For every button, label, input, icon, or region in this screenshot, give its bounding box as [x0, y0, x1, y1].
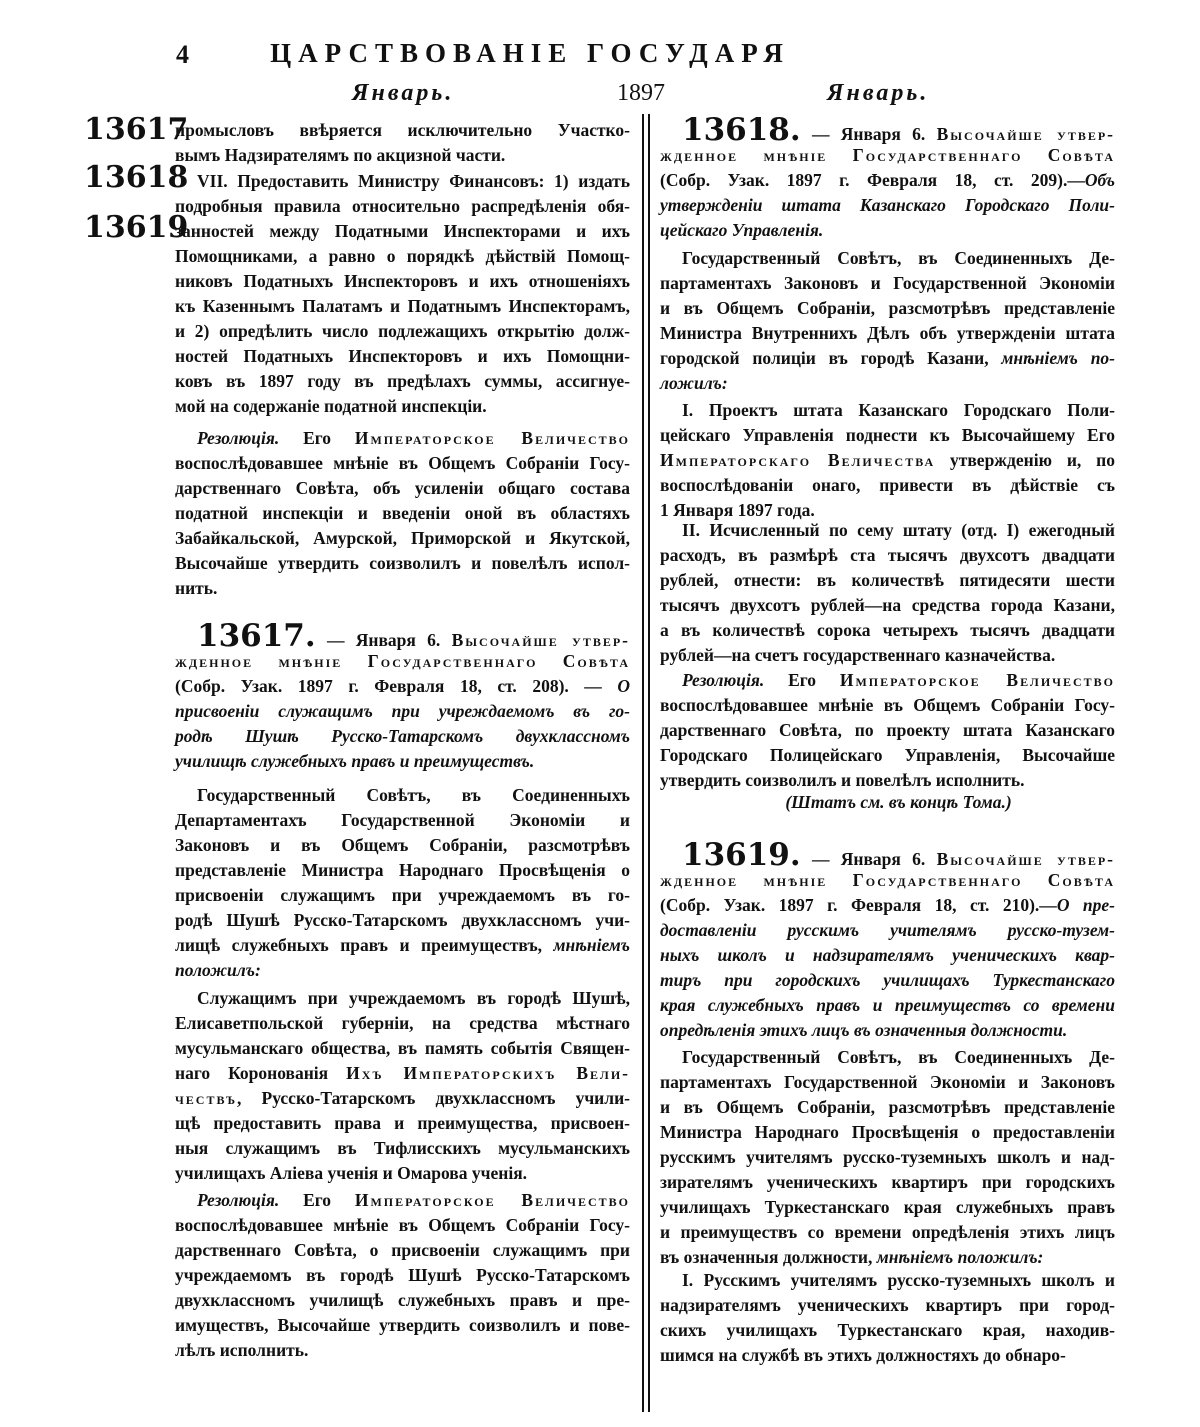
italic-text: Резолюція. [682, 670, 765, 690]
text-line: податной инспекціи и введеніи оной въ областяхъ [175, 503, 630, 523]
italic-text: ложилъ: [660, 373, 728, 393]
text-line: и преимуществъ со времени опредѣленія этихъ лицъ [660, 1222, 1115, 1242]
text-line [660, 218, 1115, 243]
text-line: училищахъ Аліева ученія и Омарова ученія. [175, 1163, 528, 1183]
text-line [660, 790, 1115, 815]
text-line: ностей Податныхъ Инспекторовъ и ихъ Помощни- [175, 346, 630, 366]
spaced-caps-text: Императорское Величество [354, 428, 631, 448]
text-line: Департаментахъ Государственной Экономіи и [175, 810, 630, 830]
text-line [660, 371, 1115, 396]
text-line: Служащимъ при учреждаемомъ въ городѣ Шушѣ, [197, 988, 630, 1008]
text-line: Государственный Совѣтъ, въ Соединенныхъ [197, 785, 630, 805]
text-line: Помощниками, а равно о порядкѣ дѣйствій Помощ- [175, 246, 630, 266]
text-line: рублей—на счетъ государственнаго казначейства. [660, 645, 1056, 665]
text-run: — Января 6. [315, 630, 452, 650]
text-line [175, 649, 630, 674]
text-line: занностей между Податными Инспекторами и ихъ [175, 221, 630, 241]
text-line [175, 1188, 630, 1213]
italic-text: цейскаго Управленія. [660, 220, 824, 240]
text-line: лѣлъ исполнить. [175, 1340, 309, 1360]
italic-text: края служебныхъ правъ и преимуществъ со времени [660, 995, 1115, 1015]
text-line: подробныя правила относительно распредѣленія обя- [175, 196, 630, 216]
text-line: Государственный Совѣтъ, въ Соединенныхъ Де- [682, 248, 1115, 268]
text-line: воспослѣдовавшее мнѣніе въ Общемъ Собраніи Госу- [660, 695, 1115, 715]
text-line [660, 918, 1115, 943]
italic-text: (Штатъ см. въ концѣ Тома.) [785, 792, 1012, 812]
text-line: русскимъ учителямъ русско-туземныхъ школъ и над- [660, 1147, 1115, 1167]
text-line: рублей, отнести: въ количествѣ пятидесяти шести [660, 570, 1115, 590]
text-line: скихъ училищахъ Туркестанскаго края, находив- [660, 1320, 1115, 1340]
text-line: присвоеніи служащимъ при учреждаемомъ въ го- [175, 885, 630, 905]
text-line: и 2) опредѣлить число подлежащихъ открытію долж- [175, 321, 630, 341]
text-line: VII. Предоставить Министру Финансовъ: 1) издать [197, 171, 630, 191]
italic-text: мнѣніемъ положилъ: [876, 1247, 1044, 1267]
spaced-caps-text: жденное мнѣніе Государственнаго Совѣта [660, 870, 1115, 890]
text-line [660, 168, 1115, 193]
text-line: воспослѣдовавшее мнѣніе въ Общемъ Собраніи Госу- [175, 453, 630, 473]
spaced-caps-text: Высочайше утвер- [451, 630, 631, 650]
page-number: 4 [176, 40, 189, 69]
text-line [660, 837, 1116, 873]
text-line [175, 958, 630, 983]
text-run: , Русско-Татарскомъ двухклассномъ учили- [237, 1088, 630, 1108]
spaced-caps-text: жденное мнѣніе Государственнаго Совѣта [175, 651, 630, 671]
text-line [660, 868, 1115, 893]
text-line [660, 193, 1115, 218]
text-line: къ Казеннымъ Палатамъ и Податнымъ Инспекторамъ, [175, 296, 630, 316]
text-line: мой на содержаніе податной инспекціи. [175, 396, 487, 416]
text-line [175, 749, 630, 774]
paragraph [660, 1045, 1115, 1270]
text-run: городской полиціи въ городѣ Казани, [660, 348, 1002, 368]
text-run: (Собр. Узак. 1897 г. Февраля 18, ст. 208). — [175, 676, 618, 696]
text-run: Его [279, 428, 355, 448]
italic-text: Резолюція. [197, 1190, 280, 1210]
text-line: щѣ предоставить права и преимущества, присвоен- [175, 1113, 630, 1133]
text-line: вымъ Надзирателямъ по акцизной части. [175, 145, 506, 165]
text-run: (Собр. Узак. 1897 г. Февраля 18, ст. 209).— [660, 170, 1085, 190]
text-line: никовъ Податныхъ Инспекторовъ и ихъ отношеніяхъ [175, 271, 630, 291]
margin-number: 13617 [84, 112, 189, 147]
text-line [660, 943, 1115, 968]
text-run: наго Коронованія [175, 1063, 347, 1083]
italic-text: родѣ Шушѣ Русско-Татарскомъ двухклассномъ [175, 726, 630, 746]
spaced-caps-text: чествъ [175, 1088, 238, 1108]
text-run: Его [764, 670, 840, 690]
text-line: тысячъ двухсотъ рублей—на средства города Казани, [660, 595, 1115, 615]
text-line: Министра Внутреннихъ Дѣлъ объ утвержденіи штата [660, 323, 1115, 343]
text-line [660, 968, 1115, 993]
spaced-caps-text: Императорское Величество [354, 1190, 631, 1210]
paragraph [660, 398, 1115, 523]
paragraph [175, 118, 630, 168]
text-line [175, 618, 631, 654]
text-line: воспослѣдованіи онаго, привести въ дѣйствіе съ [660, 475, 1115, 495]
text-line: нить. [175, 578, 218, 598]
text-line: и въ Общемъ Собраніи, разсмотрѣвъ представленіе [660, 1097, 1115, 1117]
italic-text: О [617, 676, 630, 696]
text-line: расходъ, въ размѣрѣ ста тысячъ двухсотъ двадцати [660, 545, 1115, 565]
column-divider [642, 114, 644, 1412]
paragraph [660, 668, 1115, 793]
text-line [175, 724, 630, 749]
spaced-caps-text: Императорскаго Величества [660, 450, 936, 470]
italic-text: ныхъ школъ и надзирателямъ ученическихъ квар- [660, 945, 1115, 965]
text-line [175, 933, 630, 958]
text-line: партаментахъ Государственной Экономіи и Законовъ [660, 1072, 1115, 1092]
spaced-caps-text: жденное мнѣніе Государственнаго Совѣта [660, 145, 1115, 165]
article-heading [660, 837, 1116, 1043]
text-line: цейскаго Управленія поднести къ Высочайшему Его [660, 425, 1115, 445]
note [660, 790, 1115, 815]
text-line [660, 448, 1115, 473]
text-run: утвержденію и, по [935, 450, 1115, 470]
paragraph [175, 986, 630, 1186]
italic-text: О пре- [1056, 895, 1116, 915]
text-line: шимся на службѣ въ этихъ должностяхъ до обнаро- [660, 1345, 1066, 1365]
article-number: 13618. [682, 112, 801, 148]
text-line: промысловъ ввѣряется исключительно Участко- [175, 120, 630, 140]
text-line [660, 668, 1115, 693]
article-number: 13619. [682, 837, 801, 873]
paragraph [660, 1268, 1115, 1368]
text-line: зирателямъ ученическихъ квартиръ при городскихъ [660, 1172, 1115, 1192]
column-divider [648, 114, 650, 1412]
text-line: Высочайше утвердить соизволилъ и повелѣлъ испол- [175, 553, 630, 573]
text-line [660, 346, 1115, 371]
text-line: Забайкальской, Амурской, Приморской и Якутской, [175, 528, 630, 548]
month-left: Январь. [352, 80, 455, 106]
article-heading [660, 112, 1116, 243]
text-line: дарственнаго Совѣта, объ усиленіи общаго состава [175, 478, 630, 498]
text-line: родѣ Шушѣ Русско-Татарскомъ двухклассномъ учи- [175, 910, 630, 930]
text-run: въ означенныя должности, [660, 1247, 877, 1267]
italic-text: положилъ: [175, 960, 261, 980]
text-line: ковъ въ 1897 году въ предѣлахъ суммы, ассигнуе- [175, 371, 630, 391]
article-number: 13617. [197, 618, 316, 654]
text-line [175, 426, 630, 451]
text-line [660, 1018, 1115, 1043]
italic-text: присвоеніи служащимъ при учреждаемомъ въ го- [175, 701, 630, 721]
text-line [175, 1061, 630, 1086]
text-line: училищахъ Туркестанскаго края служебныхъ правъ [660, 1197, 1115, 1217]
text-line: Министра Народнаго Просвѣщенія о предоставленіи [660, 1122, 1115, 1142]
italic-text: доставленіи русскимъ учителямъ русско-тузем- [660, 920, 1115, 940]
margin-number: 13619 [84, 210, 189, 245]
text-line: учреждаемомъ въ городѣ Шушѣ Русско-Татарскомъ [175, 1265, 630, 1285]
text-line: надзирателямъ ученическихъ квартиръ при город- [660, 1295, 1115, 1315]
text-line: партаментахъ Законовъ и Государственной Экономіи [660, 273, 1115, 293]
text-line: и въ Общемъ Собраніи, разсмотрѣвъ представленіе [660, 298, 1115, 318]
text-line: Елисаветпольской губерніи, на средства мѣстнаго [175, 1013, 630, 1033]
text-line: а въ количествѣ сорока четырехъ тысячъ двадцати [660, 620, 1115, 640]
text-line: 1 Января 1897 года. [660, 500, 815, 520]
paragraph [175, 169, 630, 419]
text-line: I. Проектъ штата Казанскаго Городскаго Поли- [682, 400, 1115, 420]
text-run: лищѣ служебныхъ правъ и преимуществъ, [175, 935, 554, 955]
text-line: Городскаго Полицейскаго Управленія, Высочайше [660, 745, 1115, 765]
italic-text: Объ [1084, 170, 1115, 190]
spaced-caps-text: Высочайше утвер- [936, 849, 1116, 869]
paragraph [660, 246, 1115, 396]
month-right: Январь. [827, 80, 930, 106]
text-line [660, 1245, 1115, 1270]
spaced-caps-text: Императорское Величество [839, 670, 1116, 690]
text-line: ныя служащимъ въ Тифлисскихъ мусульманскихъ [175, 1138, 630, 1158]
text-line: мусульманскаго общества, въ память событія Священ- [175, 1038, 630, 1058]
text-line [175, 699, 630, 724]
italic-text: мнѣніемъ по- [1001, 348, 1116, 368]
paragraph [175, 1188, 630, 1363]
italic-text: мнѣніемъ [553, 935, 630, 955]
text-line [660, 112, 1116, 148]
text-run: (Собр. Узак. 1897 г. Февраля 18, ст. 210).— [660, 895, 1057, 915]
text-line: II. Исчисленный по сему штату (отд. I) ежегодный [682, 520, 1115, 540]
text-line: представленіе Министра Народнаго Просвѣщенія о [175, 860, 630, 880]
text-line [660, 993, 1115, 1018]
text-line [175, 674, 630, 699]
spaced-caps-text: Высочайше утвер- [936, 124, 1116, 144]
italic-text: училищѣ служебныхъ правъ и преимуществъ. [175, 751, 535, 771]
text-line: дарственнаго Совѣта, о присвоеніи служащимъ при [175, 1240, 630, 1260]
text-line [175, 1086, 630, 1111]
text-line: имуществъ, Высочайше утвердить соизволилъ и пове- [175, 1315, 630, 1335]
text-line: Государственный Совѣтъ, въ Соединенныхъ Де- [682, 1047, 1115, 1067]
text-line: двухклассномъ училищѣ служебныхъ правъ и пре- [175, 1290, 630, 1310]
text-line: утвердить соизволилъ и повелѣлъ исполнить. [660, 770, 1025, 790]
year: 1897 [617, 80, 665, 106]
running-title: ЦАРСТВОВАНІЕ ГОСУДАРЯ [270, 38, 790, 68]
text-line [660, 893, 1115, 918]
text-run: — Января 6. [800, 124, 937, 144]
text-run: Его [279, 1190, 355, 1210]
italic-text: утвержденіи штата Казанскаго Городскаго Поли- [660, 195, 1115, 215]
spaced-caps-text: Ихъ Императорскихъ Вели- [346, 1063, 630, 1083]
text-line: Законовъ и въ Общемъ Собраніи, разсмотрѣвъ [175, 835, 630, 855]
paragraph [175, 426, 630, 601]
article-heading [175, 618, 631, 774]
paragraph [175, 783, 630, 983]
text-run: — Января 6. [800, 849, 937, 869]
italic-text: опредѣленія этихъ лицъ въ означенныя должности. [660, 1020, 1068, 1040]
italic-text: тиръ при городскихъ училищахъ Туркестанскаго [660, 970, 1115, 990]
italic-text: Резолюція. [197, 428, 280, 448]
text-line: дарственнаго Совѣта, по проекту штата Казанскаго [660, 720, 1115, 740]
text-line [660, 143, 1115, 168]
paragraph [660, 518, 1115, 668]
text-line: I. Русскимъ учителямъ русско-туземныхъ школъ и [682, 1270, 1115, 1290]
margin-number: 13618 [84, 160, 189, 195]
text-line: воспослѣдовавшее мнѣніе въ Общемъ Собраніи Госу- [175, 1215, 630, 1235]
